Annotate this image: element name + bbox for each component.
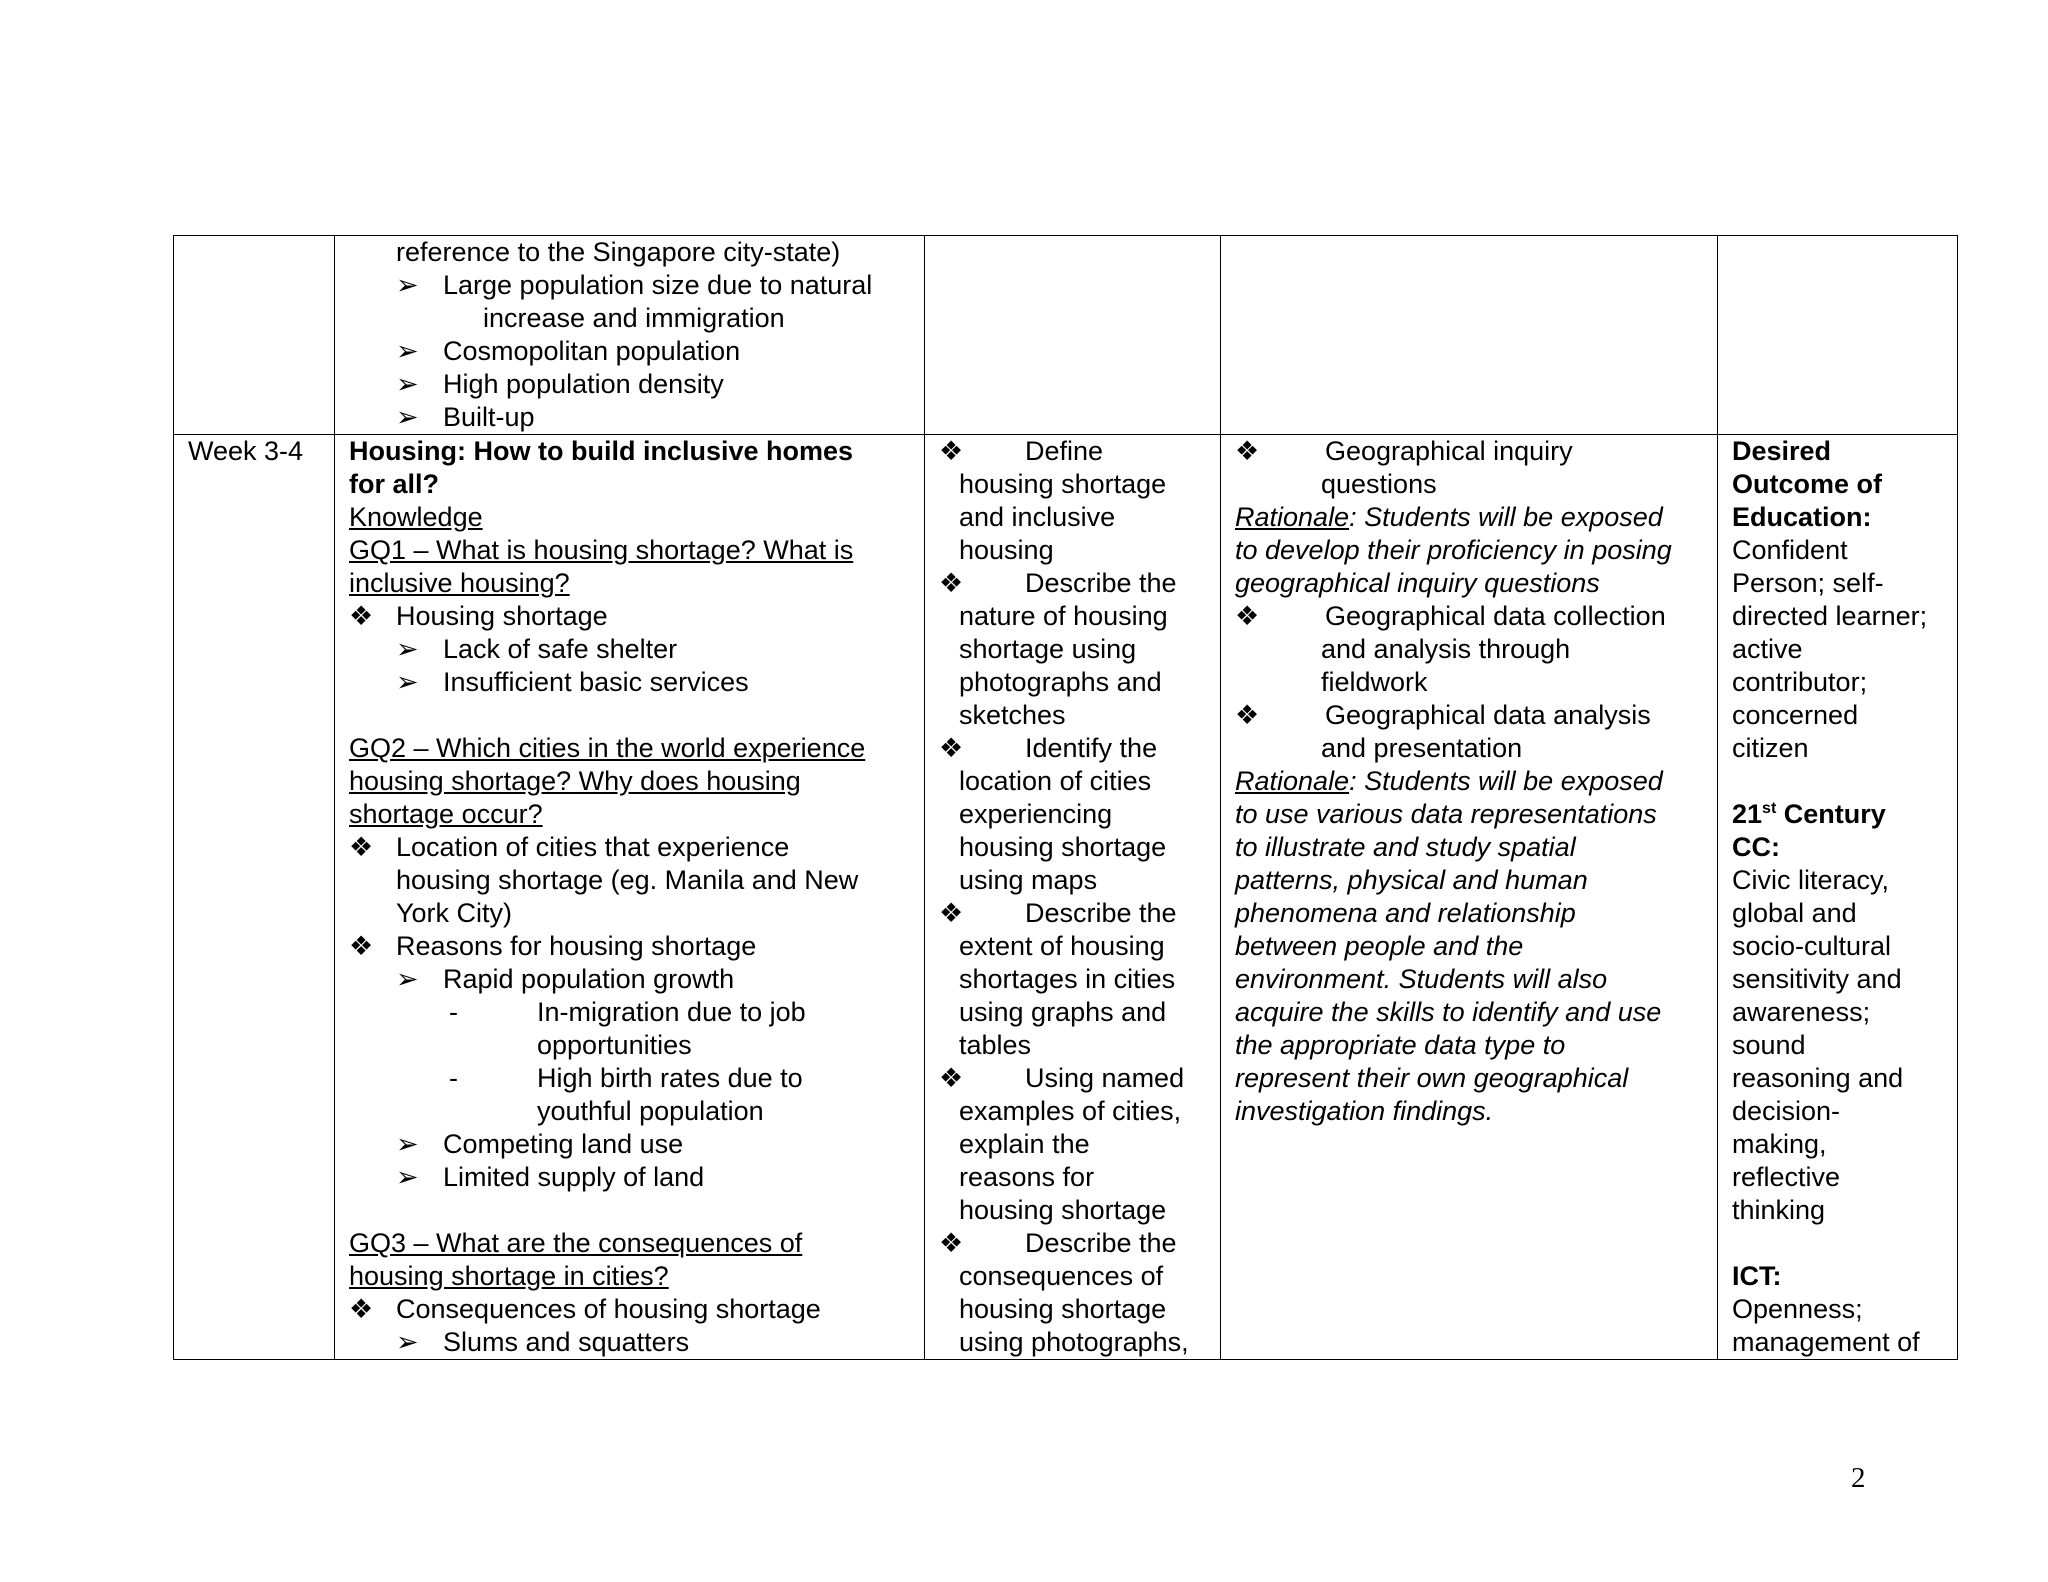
arrow-bullet-icon: ➢ <box>396 1162 419 1192</box>
list-item: Large population size due to natural <box>443 270 873 300</box>
outcome-item: Describe the <box>1025 1228 1177 1258</box>
outcome-item: Define <box>1025 436 1104 466</box>
arrow-bullet-icon: ➢ <box>396 369 419 399</box>
rationale-text: acquire the skills to identify and use <box>1235 997 1662 1027</box>
diamond-bullet-icon: ❖ <box>939 436 964 466</box>
gq1-heading: GQ1 – What is housing shortage? What is <box>349 535 854 565</box>
text-line: active <box>1732 634 1803 664</box>
diamond-bullet-icon: ❖ <box>1235 601 1260 631</box>
text-line: increase and immigration <box>483 303 785 333</box>
outcome-item: Using named <box>1025 1063 1185 1093</box>
outcome-item: Describe the <box>1025 898 1177 928</box>
text-line: directed learner; <box>1732 601 1928 631</box>
rationale-text: the appropriate data type to <box>1235 1030 1566 1060</box>
text-line: sensitivity and <box>1732 964 1902 994</box>
gq2-heading: GQ2 – Which cities in the world experience <box>349 733 866 763</box>
table-row-continued <box>174 236 1958 435</box>
diamond-bullet-icon: ❖ <box>939 1228 964 1258</box>
gq2-heading: shortage occur? <box>349 799 543 829</box>
ict-heading: ICT: <box>1732 1261 1782 1291</box>
text-line: youthful population <box>537 1096 764 1126</box>
skills-cell <box>1221 435 1718 1360</box>
text-line: consequences of <box>959 1261 1164 1291</box>
gq3-heading: housing shortage in cities? <box>349 1261 669 1291</box>
text-line: reasoning and <box>1732 1063 1904 1093</box>
text-line: extent of housing <box>959 931 1165 961</box>
arrow-bullet-icon: ➢ <box>396 634 419 664</box>
rationale-text: to use various data representations <box>1235 799 1657 829</box>
rationale-text: investigation findings. <box>1235 1096 1494 1126</box>
text-line: contributor; <box>1732 667 1868 697</box>
content-cell-continued <box>335 236 925 435</box>
values-cell-empty <box>1718 236 1958 435</box>
rationale-text: : Students will be exposed <box>1349 766 1663 796</box>
rationale-text: geographical inquiry questions <box>1235 568 1600 598</box>
list-item: High birth rates due to <box>537 1063 803 1093</box>
list-item: Insufficient basic services <box>443 667 749 697</box>
page-number: 2 <box>1851 1462 1866 1494</box>
text-line: using photographs, <box>959 1327 1189 1357</box>
text-line: fieldwork <box>1321 667 1428 697</box>
rationale-label: Rationale <box>1235 502 1350 532</box>
text-line: reflective <box>1732 1162 1841 1192</box>
text-line: opportunities <box>537 1030 692 1060</box>
values-cell <box>1718 435 1958 1360</box>
skill-item: Geographical data analysis <box>1325 700 1651 730</box>
text-line: housing shortage <box>959 1195 1167 1225</box>
arrow-bullet-icon: ➢ <box>396 1327 419 1357</box>
text-line: housing shortage <box>959 1294 1167 1324</box>
diamond-bullet-icon: ❖ <box>349 832 374 862</box>
list-item: In-migration due to job <box>537 997 806 1027</box>
outcomes-cell-empty <box>925 236 1221 435</box>
week-cell <box>174 435 335 1360</box>
text-line: housing shortage <box>959 832 1167 862</box>
table-row-week-3-4 <box>174 435 1958 1360</box>
list-item: Reasons for housing shortage <box>396 931 757 961</box>
text-line: housing shortage <box>959 469 1167 499</box>
text-line: tables <box>959 1030 1032 1060</box>
dash-bullet-icon: - <box>449 997 458 1027</box>
text-line: location of cities <box>959 766 1152 796</box>
skills-cell-empty <box>1221 236 1718 435</box>
text-line: citizen <box>1732 733 1809 763</box>
text-line: housing shortage (eg. Manila and New <box>396 865 859 895</box>
diamond-bullet-icon: ❖ <box>349 601 374 631</box>
gq3-heading: GQ3 – What are the consequences of <box>349 1228 803 1258</box>
list-item: Slums and squatters <box>443 1327 690 1357</box>
list-item: Consequences of housing shortage <box>396 1294 821 1324</box>
outcome-item: Describe the <box>1025 568 1177 598</box>
text-line: management of <box>1732 1327 1920 1357</box>
text-line: sound <box>1732 1030 1806 1060</box>
text-line: housing <box>959 535 1054 565</box>
text-line: concerned <box>1732 700 1859 730</box>
content-cell <box>335 435 925 1360</box>
text-line: using maps <box>959 865 1098 895</box>
arrow-bullet-icon: ➢ <box>396 402 419 432</box>
text-line: reasons for <box>959 1162 1095 1192</box>
text-line: Openness; <box>1732 1294 1863 1324</box>
text-line: York City) <box>396 898 513 928</box>
list-item: Cosmopolitan population <box>443 336 741 366</box>
cc-heading: 21st Century <box>1732 799 1886 829</box>
list-item: Competing land use <box>443 1129 684 1159</box>
list-item: Limited supply of land <box>443 1162 705 1192</box>
list-item: Location of cities that experience <box>396 832 790 862</box>
text-line: and presentation <box>1321 733 1523 763</box>
topic-title: for all? <box>349 469 440 499</box>
week-label: Week 3-4 <box>188 436 304 466</box>
week-cell-empty <box>174 236 335 435</box>
skill-item: Geographical data collection <box>1325 601 1666 631</box>
diamond-bullet-icon: ❖ <box>939 898 964 928</box>
list-item: Housing shortage <box>396 601 608 631</box>
arrow-bullet-icon: ➢ <box>396 270 419 300</box>
text-line: decision- <box>1732 1096 1841 1126</box>
text-line: awareness; <box>1732 997 1871 1027</box>
doe-heading: Education: <box>1732 502 1872 532</box>
text-line: Confident <box>1732 535 1848 565</box>
arrow-bullet-icon: ➢ <box>396 336 419 366</box>
arrow-bullet-icon: ➢ <box>396 1129 419 1159</box>
list-item: High population density <box>443 369 724 399</box>
text-line: Person; self- <box>1732 568 1884 598</box>
text-line: sketches <box>959 700 1066 730</box>
text-line: reference to the Singapore city-state) <box>396 237 841 267</box>
text-line: global and <box>1732 898 1857 928</box>
text-line: experiencing <box>959 799 1113 829</box>
text-line: using graphs and <box>959 997 1167 1027</box>
knowledge-heading: Knowledge <box>349 502 483 532</box>
text-line: shortage using <box>959 634 1137 664</box>
text-line: and analysis through <box>1321 634 1571 664</box>
gq1-heading: inclusive housing? <box>349 568 570 598</box>
list-item: Built-up <box>443 402 535 432</box>
rationale-text: environment. Students will also <box>1235 964 1608 994</box>
text-line: making, <box>1732 1129 1827 1159</box>
curriculum-table <box>173 235 1958 1360</box>
outcome-item: Identify the <box>1025 733 1158 763</box>
topic-title: Housing: How to build inclusive homes <box>349 436 854 466</box>
rationale-text: phenomena and relationship <box>1235 898 1576 928</box>
diamond-bullet-icon: ❖ <box>939 733 964 763</box>
rationale-text: patterns, physical and human <box>1235 865 1588 895</box>
diamond-bullet-icon: ❖ <box>939 1063 964 1093</box>
rationale-text: represent their own geographical <box>1235 1063 1629 1093</box>
diamond-bullet-icon: ❖ <box>939 568 964 598</box>
rationale-text: to develop their proficiency in posing <box>1235 535 1672 565</box>
rationale-text: : Students will be exposed <box>1349 502 1663 532</box>
diamond-bullet-icon: ❖ <box>349 1294 374 1324</box>
list-item: Lack of safe shelter <box>443 634 678 664</box>
doe-heading: Desired <box>1732 436 1832 466</box>
text-line: photographs and <box>959 667 1162 697</box>
rationale-text: between people and the <box>1235 931 1524 961</box>
diamond-bullet-icon: ❖ <box>1235 436 1260 466</box>
cc-heading: CC: <box>1732 832 1780 862</box>
text-line: socio-cultural <box>1732 931 1892 961</box>
text-line: and inclusive <box>959 502 1116 532</box>
doe-heading: Outcome of <box>1732 469 1883 499</box>
rationale-text: to illustrate and study spatial <box>1235 832 1576 862</box>
text-line: questions <box>1321 469 1437 499</box>
dash-bullet-icon: - <box>449 1063 458 1093</box>
list-item: Rapid population growth <box>443 964 735 994</box>
skill-item: Geographical inquiry <box>1325 436 1573 466</box>
gq2-heading: housing shortage? Why does housing <box>349 766 801 796</box>
text-line: nature of housing <box>959 601 1168 631</box>
rationale-label: Rationale <box>1235 766 1350 796</box>
text-line: Civic literacy, <box>1732 865 1890 895</box>
text-line: examples of cities, <box>959 1096 1182 1126</box>
diamond-bullet-icon: ❖ <box>1235 700 1260 730</box>
text-line: thinking <box>1732 1195 1826 1225</box>
diamond-bullet-icon: ❖ <box>349 931 374 961</box>
arrow-bullet-icon: ➢ <box>396 667 419 697</box>
text-line: shortages in cities <box>959 964 1176 994</box>
arrow-bullet-icon: ➢ <box>396 964 419 994</box>
outcomes-cell <box>925 435 1221 1360</box>
text-line: explain the <box>959 1129 1090 1159</box>
